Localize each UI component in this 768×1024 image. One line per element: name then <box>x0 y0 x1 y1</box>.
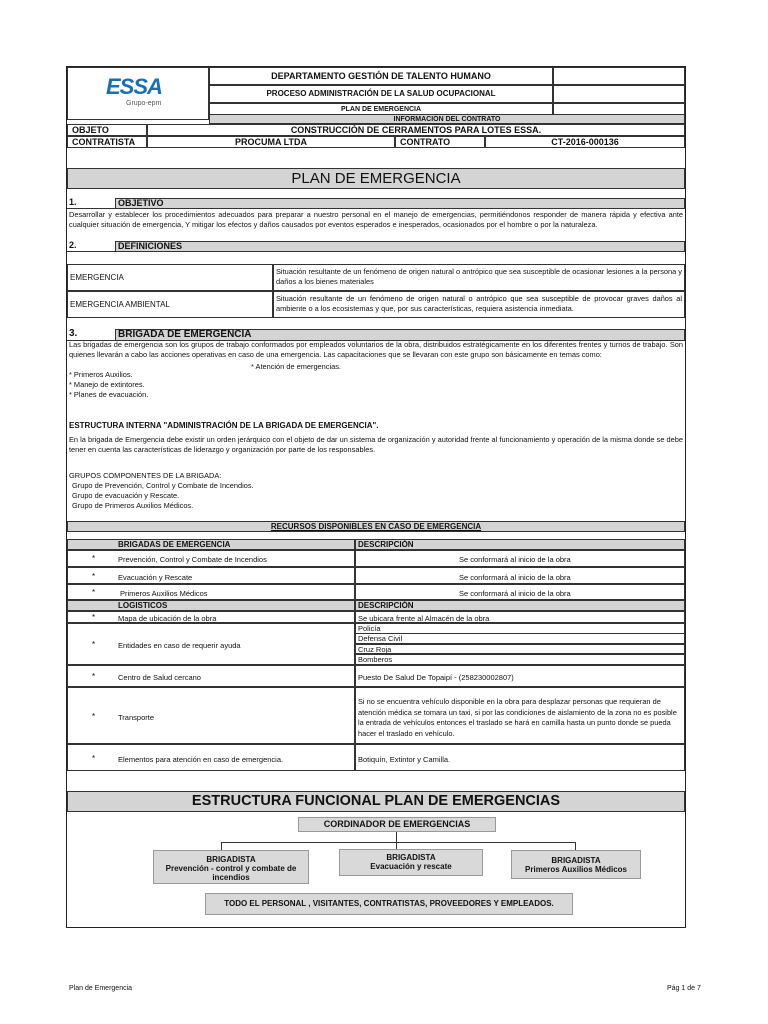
grupo-epm-logo: Grupo-epm <box>126 100 162 107</box>
table-cell: Se ubicara frente al Almacén de la obra <box>355 611 685 623</box>
objetivo-text: Desarrollar y establecer los procedimientos adecuados para preparar a nuestro personal en el manejo de emergencias, permitiéndonos responder de manera rápida y efectiva ante cualquier situación de emergencia, Y mitigar los efectos y daños causados por eventos esperados e inesperados, ocasionados por el hombre o por la naturaleza. <box>69 210 683 229</box>
grupo-item: Grupo de Primeros Auxilios Médicos. <box>72 501 194 510</box>
process-title: PROCESO ADMINISTRACIÓN DE LA SALUD OCUPACIONAL <box>209 85 553 103</box>
section-2-title: DEFINICIONES <box>115 241 685 252</box>
document-page <box>66 66 686 928</box>
table-row: * Elementos para atención en caso de emergencia. <box>67 744 355 771</box>
logo-cell <box>67 67 209 120</box>
table-cell: Puesto De Salud De Topaipí - (258230002807) <box>355 665 685 687</box>
table-row: * Primeros Auxilios Médicos <box>67 584 355 600</box>
table-row: * Transporte <box>67 687 355 744</box>
department-title: DEPARTAMENTO GESTIÓN DE TALENTO HUMANO <box>209 67 553 85</box>
estructura-funcional-title: ESTRUCTURA FUNCIONAL PLAN DE EMERGENCIAS <box>67 791 685 812</box>
objeto-label: OBJETO <box>67 124 147 136</box>
definition-desc-2: Situación resultante de un fenómeno de origen natural o antrópico que sea susceptible de provocar graves daños al ambiente o a los ecosistemas y que, por sus características, requiera asistencia inmediata. <box>273 291 685 318</box>
brigadista-box-evacuacion: BRIGADISTA Evacuación y rescate <box>339 849 483 876</box>
table-cell: Defensa Civil <box>355 633 685 644</box>
coordinator-box: CORDINADOR DE EMERGENCIAS <box>298 817 496 832</box>
header-blank-2 <box>553 85 685 103</box>
temas-list <box>69 370 148 400</box>
contrato-label: CONTRATO <box>395 136 485 148</box>
recursos-title: RECURSOS DISPONIBLES EN CASO DE EMERGENCIA <box>67 521 685 532</box>
connector-line <box>221 842 222 850</box>
definition-term-2: EMERGENCIA AMBIENTAL <box>67 291 273 318</box>
section-1-number: 1. <box>67 198 115 209</box>
estructura-title: ESTRUCTURA INTERNA "ADMINISTRACIÓN DE LA BRIGADA DE EMERGENCIA". <box>69 421 379 430</box>
footer-page-number: Pág 1 de 7 <box>667 985 701 992</box>
grupo-item: Grupo de evacuación y Rescate. <box>72 491 180 500</box>
brigada-text: Las brigadas de emergencia son los grupos de trabajo conformados por empleados voluntarios de la obra, distribuidos estratégicamente en los diferentes frentes y turnos de trabajo. Son quienes llevarán a cabo las acciones operativas en caso de una emergencia. Las capacitaciones que se llevaran con este grupo son básicamente en temas como: <box>69 340 683 359</box>
brigadista-box-incendios: BRIGADISTA Prevención - control y combate de incendios <box>153 850 309 884</box>
contratista-label: CONTRATISTA <box>67 136 147 148</box>
brigadas-header: BRIGADAS DE EMERGENCIA <box>67 539 355 550</box>
connector-line <box>396 842 397 849</box>
table-row: * Evacuación y Rescate <box>67 567 355 584</box>
table-cell: Bomberos <box>355 654 685 665</box>
table-cell: Cruz Roja <box>355 644 685 655</box>
contrato-value: CT-2016-000136 <box>485 136 685 148</box>
essa-logo: ESSA <box>106 74 162 99</box>
logisticos-desc-header: DESCRIPCIÓN <box>355 600 685 611</box>
section-1-title: OBJETIVO <box>115 198 685 209</box>
table-cell: Policía <box>355 623 685 634</box>
definition-desc-1: Situación resultante de un fenómeno de origen natural o antrópico que sea susceptible de ocasionar lesiones a la persona y daños a los bienes materiales <box>273 264 685 291</box>
table-row: * Centro de Salud cercano <box>67 665 355 687</box>
section-2-number: 2. <box>67 241 115 252</box>
table-cell: Se conformará al inicio de la obra <box>355 584 685 600</box>
grupos-title: GRUPOS COMPONENTES DE LA BRIGADA: <box>69 471 222 480</box>
grupos-list <box>69 471 254 511</box>
estructura-text: En la brigada de Emergencia debe existir un orden jerárquico con el objeto de dar un sistema de organización y autoridad frente al funcionamiento y operación de la misma donde se debe tener en cuenta las características de liderazgo y organización por parte de los responsables. <box>69 435 683 454</box>
objeto-value: CONSTRUCCIÓN DE CERRAMENTOS PARA LOTES ESSA. <box>147 124 685 136</box>
section-3-title: BRIGADA DE EMERGENCIA <box>115 329 685 341</box>
table-cell: Si no se encuentra vehículo disponible en la obra para desplazar personas que requieran de atención médica se tomara un taxi, si por las condiciones de aislamiento de la zona no es posible la entrada de vehículos entonces el traslado se hará en camilla hasta un punto donde se pueda hacer el traslado en vehículo. <box>355 687 685 744</box>
table-row: * Prevención, Control y Combate de Incendios <box>67 550 355 567</box>
tema-item: * Manejo de extintores. <box>69 380 145 389</box>
table-cell: Botiquín, Extintor y Camilla. <box>355 744 685 771</box>
contratista-value: PROCUMA LTDA <box>147 136 395 148</box>
connector-line <box>396 832 397 842</box>
tema-item: * Planes de evacuación. <box>69 390 149 399</box>
table-row: * Mapa de ubicación de la obra <box>67 611 355 623</box>
table-row: * Entidades en caso de requerir ayuda <box>67 623 355 665</box>
connector-line <box>221 842 575 843</box>
tema-inline: * Atención de emergencias. <box>251 362 341 371</box>
footer-left: Plan de Emergencia <box>69 985 133 992</box>
table-cell: Se conformará al inicio de la obra <box>355 567 685 584</box>
section-3-number: 3. <box>67 329 115 341</box>
logisticos-header: LOGISTICOS <box>67 600 355 611</box>
definition-term-1: EMERGENCIA <box>67 264 273 291</box>
main-title: PLAN DE EMERGENCIA <box>67 168 685 189</box>
connector-line <box>575 842 576 850</box>
brigadista-box-primeros-auxilios: BRIGADISTA Primeros Auxilios Médicos <box>511 850 641 879</box>
doc-title-cell: PLAN DE EMERGENCIA <box>209 103 553 115</box>
brigadas-desc-header: DESCRIPCIÓN <box>355 539 685 550</box>
contract-info-header: INFORMACIÓN DEL CONTRATO <box>209 114 685 124</box>
header-blank-1 <box>553 67 685 85</box>
grupo-item: Grupo de Prevención, Control y Combate de Incendios. <box>72 481 254 490</box>
tema-item: * Primeros Auxilios. <box>69 370 133 379</box>
todo-personal-box: TODO EL PERSONAL , VISITANTES, CONTRATISTAS, PROVEEDORES Y EMPLEADOS. <box>205 893 573 915</box>
table-cell: Se conformará al inicio de la obra <box>355 550 685 567</box>
